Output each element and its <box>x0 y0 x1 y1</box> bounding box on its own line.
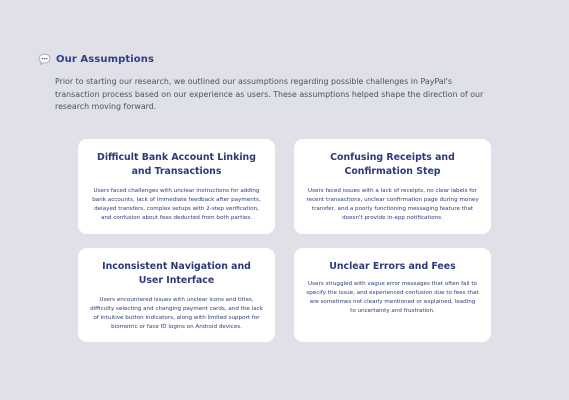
card-body: Users faced challenges with unclear instructions for adding bank accounts, lack of immediate feedback after payments, delayed transfers, complex setups with 2-step verification, and confusion about fees deducted from both parties. <box>92 187 261 221</box>
card-title: Difficult Bank Account Linking and Transactions <box>97 152 256 178</box>
speech-bubble-icon <box>38 53 51 66</box>
assumption-card-bank-linking <box>78 139 275 234</box>
assumption-card-receipts <box>294 139 491 234</box>
card-title: Unclear Errors and Fees <box>329 261 456 272</box>
section-header <box>38 53 154 66</box>
assumption-card-navigation <box>78 248 275 342</box>
assumption-card-errors-fees <box>294 248 491 342</box>
section-title: Our Assumptions <box>56 54 155 65</box>
intro-paragraph: Prior to starting our research, we outlined our assumptions regarding possible challenges in PayPal's transaction process based on our experience as users. These assumptions helped shape the direction of our research moving forward. <box>55 77 484 112</box>
card-title: Inconsistent Navigation and User Interface <box>102 261 251 287</box>
card-body: Users struggled with vague error messages that often fail to specify the issue, and experienced confusion due to fees that are sometimes not clearly mentioned or explained, leading to uncertainty and frustration. <box>306 281 479 315</box>
card-body: Users faced issues with a lack of receipts, no clear labels for recent transactions, unclear confirmation page during money transfer, and a poorly functioning messaging feature that doesn't provide in-app notifications. <box>306 187 479 221</box>
card-body: Users encountered issues with unclear icons and titles, difficulty selecting and changing payment cards, and the lack of intuitive button indicators, along with limited support for biometric or face ID logins on Android devices. <box>90 296 263 330</box>
card-title: Confusing Receipts and Confirmation Step <box>330 152 455 178</box>
